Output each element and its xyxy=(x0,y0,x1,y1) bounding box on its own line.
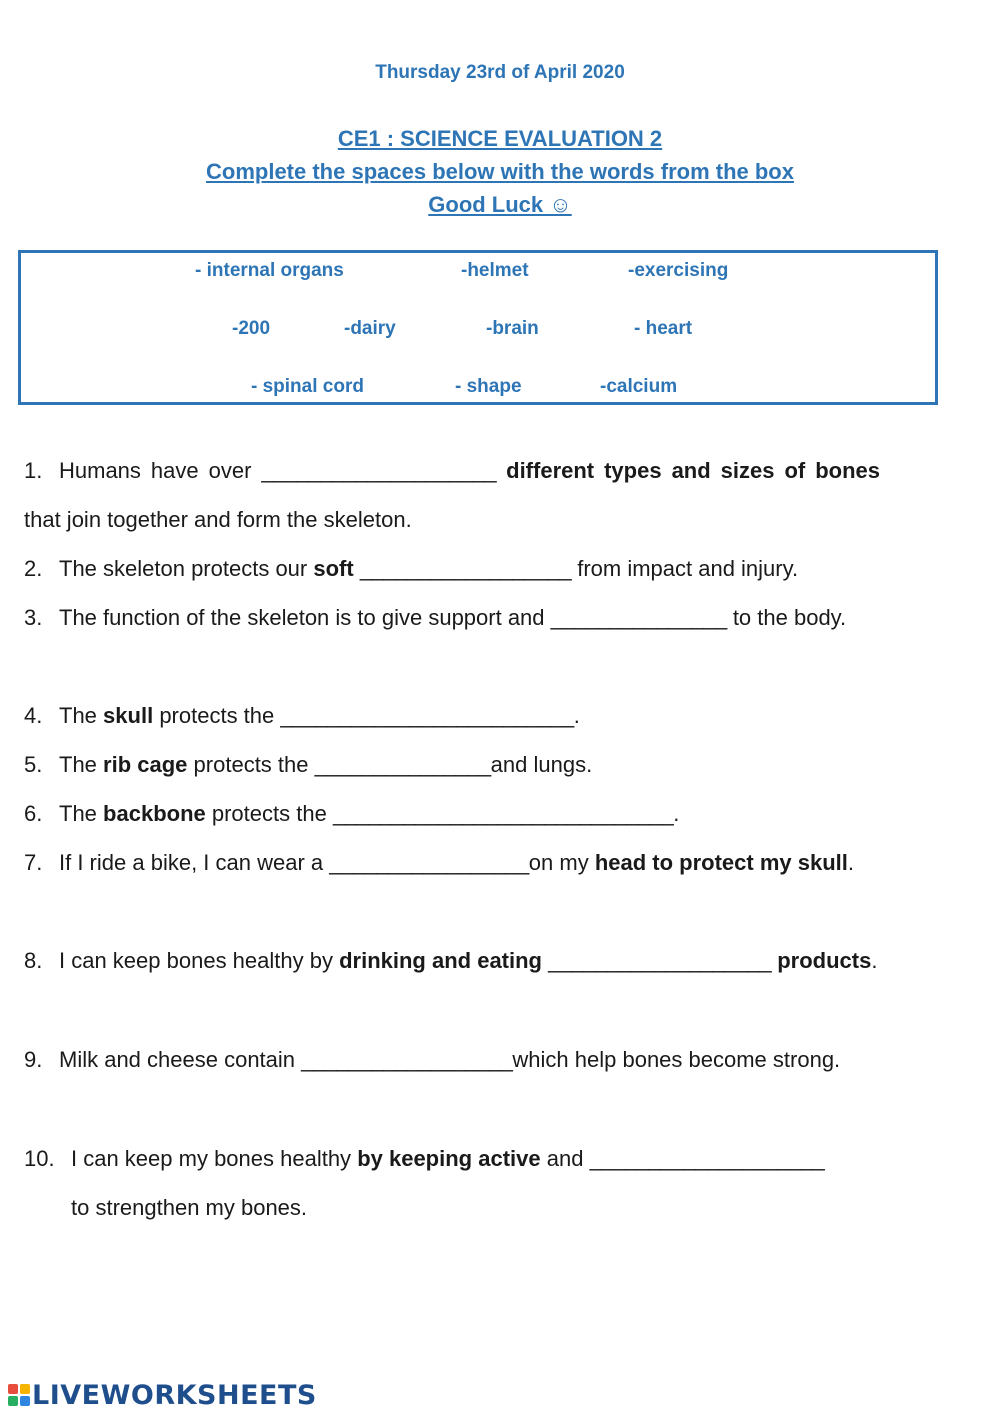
answer-blank[interactable]: _____________________________. xyxy=(332,801,679,826)
page-title xyxy=(0,122,1000,221)
question-text: to the body. xyxy=(732,605,847,630)
question-text: protects the xyxy=(211,801,327,826)
question-text: I can keep my bones healthy xyxy=(71,1146,352,1171)
logo-text: LIVEWORKSHEETS xyxy=(32,1379,317,1411)
question-text: If I ride a bike, I can wear a xyxy=(59,850,324,875)
word-bank-item: - spinal cord xyxy=(251,376,364,397)
word-box xyxy=(18,250,938,405)
question-text: I can keep bones healthy by xyxy=(59,948,333,973)
word-bank-item: -calcium xyxy=(600,376,678,397)
question-6 xyxy=(24,789,880,838)
question-text: to strengthen my bones. xyxy=(71,1195,308,1220)
title-line-2: Complete the spaces below with the words from the box xyxy=(206,159,794,184)
title-line-1: CE1 : SCIENCE EVALUATION 2 xyxy=(337,126,663,151)
question-text: from impact and injury. xyxy=(577,556,799,581)
liveworksheets-logo[interactable] xyxy=(8,1378,317,1412)
question-text: and xyxy=(546,1146,584,1171)
question-number: 6. xyxy=(24,801,43,826)
question-number: 2. xyxy=(24,556,43,581)
question-bold-text: skull xyxy=(103,703,154,728)
word-bank-item: -dairy xyxy=(344,318,396,339)
answer-blank[interactable]: _________________________. xyxy=(280,703,580,728)
question-text: on my xyxy=(528,850,589,875)
question-2 xyxy=(24,544,880,593)
question-8 xyxy=(24,936,880,985)
word-bank-item: - shape xyxy=(455,376,522,397)
answer-blank[interactable]: ____________________ xyxy=(589,1146,825,1171)
question-bold-text: head to protect my skull xyxy=(594,850,848,875)
question-5 xyxy=(24,740,880,789)
logo-square xyxy=(20,1396,30,1406)
question-text: The xyxy=(59,703,97,728)
question-bold-text: different types and sizes of bones xyxy=(506,458,881,483)
question-bold-text: rib cage xyxy=(103,752,188,777)
question-bold-text: products xyxy=(777,948,872,973)
question-1 xyxy=(24,446,880,544)
question-text: The xyxy=(59,752,97,777)
question-4 xyxy=(24,691,880,740)
question-number: 3. xyxy=(24,605,43,630)
question-text: . xyxy=(871,948,878,973)
question-number: 9. xyxy=(24,1047,43,1072)
question-number: 4. xyxy=(24,703,43,728)
question-text: The function of the skeleton is to give support and xyxy=(59,605,545,630)
question-bold-text: soft xyxy=(313,556,354,581)
answer-blank[interactable]: _______________ xyxy=(314,752,491,777)
question-text: protects the xyxy=(159,703,275,728)
question-number: 10. xyxy=(24,1146,55,1171)
question-text: and lungs. xyxy=(490,752,593,777)
question-text: . xyxy=(847,850,855,875)
question-text: which help bones become strong. xyxy=(512,1047,841,1072)
word-bank-item: -200 xyxy=(232,318,271,339)
logo-square xyxy=(8,1396,18,1406)
question-9 xyxy=(24,1035,880,1084)
logo-square xyxy=(8,1384,18,1394)
word-bank-item: -exercising xyxy=(628,260,729,281)
logo-square xyxy=(20,1384,30,1394)
question-number: 8. xyxy=(24,948,43,973)
question-number: 7. xyxy=(24,850,43,875)
answer-blank[interactable]: __________________ xyxy=(359,556,572,581)
date-heading: Thursday 23rd of April 2020 xyxy=(375,62,625,83)
title-line-3: Good Luck ☺ xyxy=(428,192,572,217)
question-bold-text: drinking and eating xyxy=(339,948,542,973)
question-3 xyxy=(24,593,880,642)
question-bold-text: by keeping active xyxy=(357,1146,541,1171)
question-text: that join together and form the skeleton. xyxy=(24,507,412,532)
question-text: The xyxy=(59,801,97,826)
question-text: protects the xyxy=(193,752,309,777)
answer-blank[interactable]: __________________ xyxy=(301,1047,513,1072)
answer-blank[interactable]: _________________ xyxy=(329,850,529,875)
question-number: 5. xyxy=(24,752,43,777)
word-bank-item: - heart xyxy=(634,318,693,339)
answer-blank[interactable]: ___________________ xyxy=(548,948,772,973)
question-bold-text: backbone xyxy=(103,801,206,826)
question-text: Humans have over xyxy=(59,458,252,483)
word-bank-item: -brain xyxy=(486,318,539,339)
question-number: 1. xyxy=(24,458,43,483)
answer-blank[interactable]: _______________ xyxy=(550,605,727,630)
question-text: Milk and cheese contain xyxy=(59,1047,296,1072)
logo-squares-icon xyxy=(8,1384,30,1406)
question-10 xyxy=(24,1134,880,1232)
answer-blank[interactable]: ____________________ xyxy=(261,458,497,483)
word-bank-item: - internal organs xyxy=(195,260,344,281)
question-7 xyxy=(24,838,880,887)
word-bank-item: -helmet xyxy=(461,260,529,281)
question-text: The skeleton protects our xyxy=(59,556,308,581)
